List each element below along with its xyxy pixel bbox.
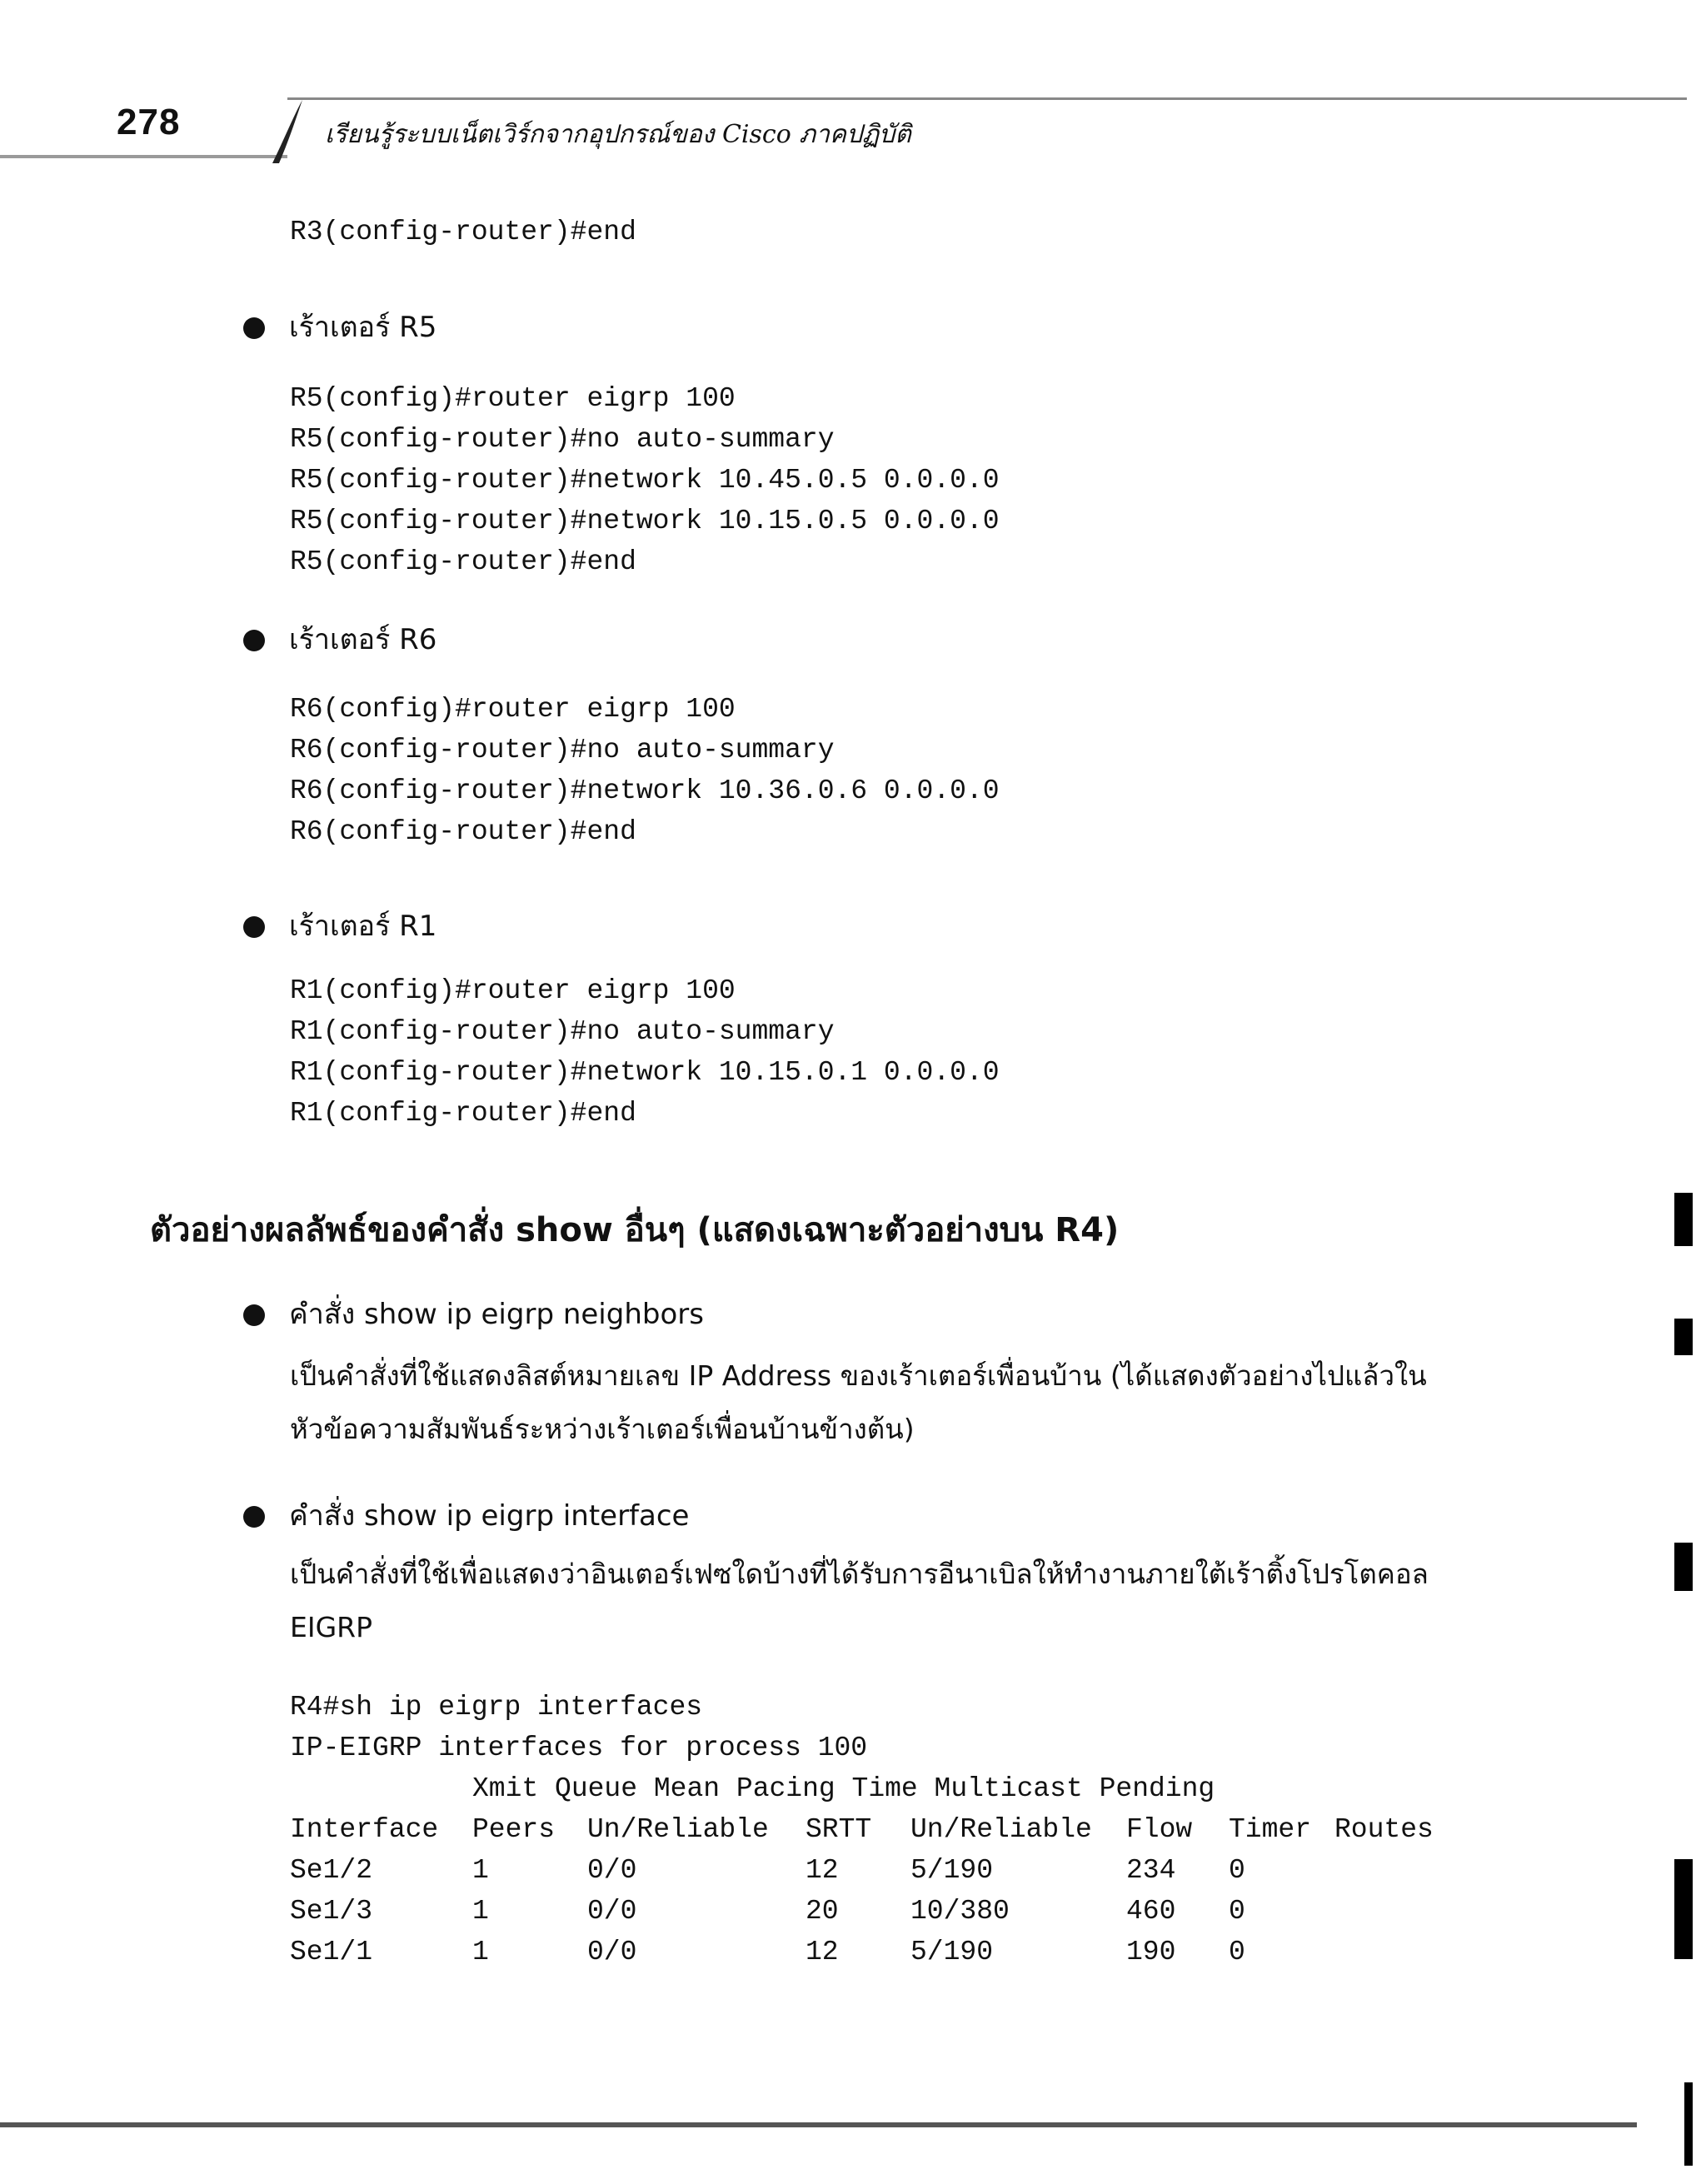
bullet-icon	[243, 916, 265, 938]
column-header: Timer	[1229, 1814, 1312, 1845]
table-cell: 1	[472, 1855, 489, 1886]
router-heading-label: เร้าเตอร์ R5	[289, 311, 437, 344]
code-line: R5(config)#router eigrp 100	[290, 383, 736, 414]
header-rule-left	[0, 155, 287, 158]
section-heading: ตัวอย่างผลลัพธ์ของคำสั่ง show อื่นๆ (แสดงเฉพาะตัวอย่างบน R4)	[150, 1211, 1120, 1249]
code-line: R5(config-router)#no auto-summary	[290, 424, 835, 455]
column-header: Un/Reliable	[910, 1814, 1092, 1845]
edge-mark	[1674, 1859, 1693, 1959]
code-line: R5(config-router)#network 10.45.0.5 0.0.0.0	[290, 465, 1000, 496]
output-command: R4#sh ip eigrp interfaces	[290, 1692, 703, 1723]
column-header: Interface	[290, 1814, 439, 1845]
table-cell: 0/0	[587, 1855, 637, 1886]
table-cell: 0/0	[587, 1937, 637, 1967]
header-cell: Pending	[1099, 1773, 1215, 1804]
code-line: R5(config-router)#end	[290, 546, 636, 577]
header-cell: Multicast	[934, 1773, 1083, 1804]
code-line: R1(config-router)#end	[290, 1098, 636, 1129]
code-line: R1(config-router)#no auto-summary	[290, 1016, 835, 1047]
table-row	[290, 1891, 1434, 1932]
table-cell: 0/0	[587, 1896, 637, 1927]
table-cell	[1334, 1891, 1434, 1932]
table-cell: 0	[1229, 1855, 1245, 1886]
command-heading-label: คำสั่ง show ip eigrp neighbors	[289, 1298, 704, 1331]
table-cell: 12	[806, 1937, 839, 1967]
code-line: R6(config)#router eigrp 100	[290, 694, 736, 725]
table-row	[290, 1850, 1434, 1891]
bullet-icon	[243, 1506, 265, 1528]
code-line: R3(config-router)#end	[290, 217, 636, 247]
table-cell	[1334, 1932, 1434, 1972]
table-header-row	[290, 1809, 1434, 1850]
code-block-r6	[290, 689, 1000, 852]
code-line: R5(config-router)#network 10.15.0.5 0.0.0.0	[290, 506, 1000, 536]
code-line: R6(config-router)#end	[290, 816, 636, 847]
edge-mark	[1674, 1543, 1693, 1591]
edge-mark	[1684, 2082, 1693, 2166]
code-block-r1	[290, 970, 1000, 1134]
footer-rule	[0, 2122, 1637, 2127]
header-cell: Pacing Time	[736, 1773, 918, 1804]
table-cell: 190	[1126, 1937, 1176, 1967]
table-cell: Se1/1	[290, 1937, 373, 1967]
code-line: R6(config-router)#network 10.36.0.6 0.0.0.0	[290, 775, 1000, 806]
running-title: เรียนรู้ระบบเน็ตเวิร์กจากอุปกรณ์ของ Cisco ภาคปฏิบัติ	[325, 120, 911, 149]
bullet-icon	[243, 1304, 265, 1326]
table-cell: 0	[1229, 1896, 1245, 1927]
table-cell: 234	[1126, 1855, 1176, 1886]
eigrp-interfaces-table	[290, 1809, 1434, 1972]
table-cell: 20	[806, 1896, 839, 1927]
bullet-icon	[243, 630, 265, 651]
table-cell: Se1/3	[290, 1896, 373, 1927]
column-header: Peers	[472, 1814, 556, 1845]
table-cell: Se1/2	[290, 1855, 373, 1886]
router-heading-label: เร้าเตอร์ R6	[289, 623, 437, 656]
table-cell: 5/190	[910, 1855, 994, 1886]
header-cell: Xmit Queue	[472, 1773, 638, 1804]
output-process-line: IP-EIGRP interfaces for process 100	[290, 1733, 868, 1763]
code-line: R6(config-router)#no auto-summary	[290, 735, 835, 765]
header-swoosh-icon	[271, 98, 304, 165]
table-cell: 460	[1126, 1896, 1176, 1927]
table-cell: 0	[1229, 1937, 1245, 1967]
bullet-icon	[243, 317, 265, 339]
output-header-row1	[290, 1768, 1215, 1809]
paragraph-neighbors: เป็นคำสั่งที่ใช้แสดงลิสต์หมายเลข IP Address ของเร้าเตอร์เพื่อนบ้าน (ได้แสดงตัวอย่างไปแล้วในหัวข้อความสัมพันธ์ระหว่างเร้าเตอร์เพื่อนบ้านข้างต้น)	[290, 1359, 1427, 1445]
code-block-r5	[290, 378, 1000, 582]
table-row	[290, 1932, 1434, 1972]
column-header: Un/Reliable	[587, 1814, 769, 1845]
code-line: R1(config-router)#network 10.15.0.1 0.0.0.0	[290, 1057, 1000, 1088]
table-cell: 12	[806, 1855, 839, 1886]
table-cell	[1334, 1850, 1434, 1891]
command-heading-label: คำสั่ง show ip eigrp interface	[289, 1499, 690, 1533]
paragraph-interface: เป็นคำสั่งที่ใช้เพื่อแสดงว่าอินเตอร์เฟซใดบ้างที่ได้รับการอีนาเบิลให้ทำงานภายใต้เร้าติ้งโปรโตคอล EIGRP	[290, 1558, 1429, 1643]
column-header: Routes	[1334, 1814, 1434, 1845]
column-header: Flow	[1126, 1814, 1193, 1845]
header-cell: Mean	[653, 1773, 721, 1804]
code-line: R1(config)#router eigrp 100	[290, 975, 736, 1006]
page-number: 278	[117, 102, 181, 142]
header-rule	[287, 97, 1687, 100]
table-cell: 1	[472, 1896, 489, 1927]
table-cell: 1	[472, 1937, 489, 1967]
table-cell: 5/190	[910, 1937, 994, 1967]
column-header: SRTT	[806, 1814, 872, 1845]
table-cell: 10/380	[910, 1896, 1010, 1927]
router-heading-label: เร้าเตอร์ R1	[289, 910, 437, 943]
edge-mark	[1674, 1193, 1693, 1246]
edge-mark	[1674, 1319, 1693, 1355]
